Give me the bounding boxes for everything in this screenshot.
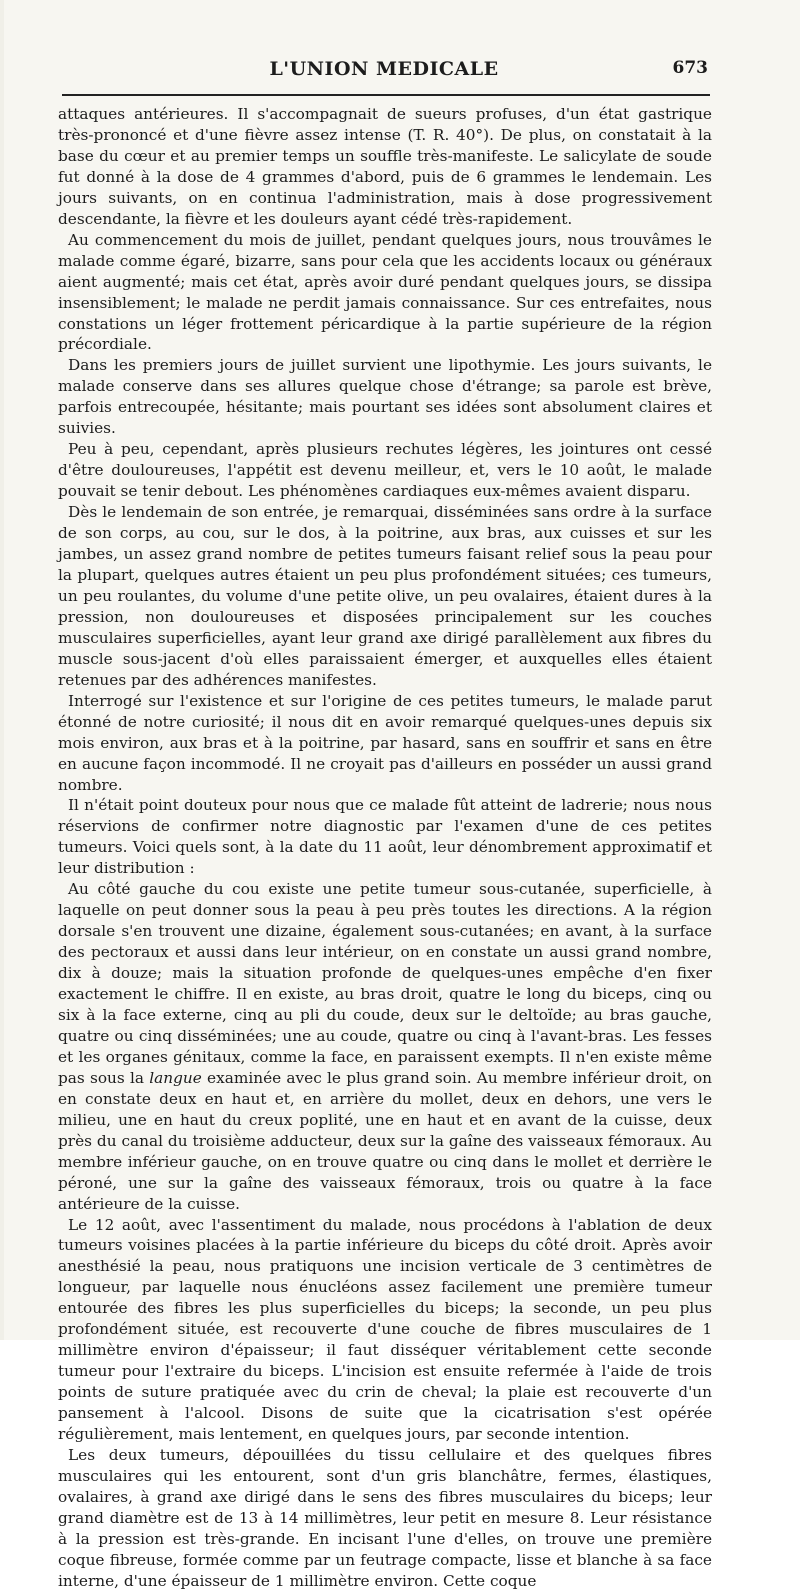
page-header	[60, 58, 708, 84]
paragraph: Peu à peu, cependant, après plusieurs rechutes légères, les jointures ont cessé d'être douloureuses, l'appétit est devenu meilleur, et, vers le 10 août, le malade pouvait se tenir debout. Les phénomènes cardiaques eux-mêmes avaient disparu.	[58, 440, 712, 501]
italic-word: langue	[149, 1068, 202, 1087]
paragraph: attaques antérieures. Il s'accompagnait de sueurs profuses, d'un état gastrique très-prononcé et d'une fièvre assez intense (T. R. 40°). De plus, on constatait à la base du cœur et au premier temps un souffle très-manifeste. Le salicylate de soude fut donné à la dose de 4 grammes d'abord, puis de 6 grammes le lendemain. Les jours suivants, on en continua l'administration, mais à dose progressivement descendante, la fièvre et les douleurs ayant cédé très-rapidement.	[58, 105, 712, 228]
paragraph: Dans les premiers jours de juillet survient une lipothymie. Les jours suivants, le malade conserve dans ses allures quelque chose d'étrange; sa parole est brève, parfois entrecoupée, hésitante; mais pourtant ses idées sont absolument claires et suivies.	[58, 356, 712, 438]
paragraph: Il n'était point douteux pour nous que ce malade fût atteint de ladrerie; nous nous réservions de confirmer notre diagnostic par l'examen d'une de ces petites tumeurs. Voici quels sont, à la date du 11 août, leur dénombrement approximatif et leur distribution :	[58, 796, 712, 878]
page-number: 673	[672, 58, 708, 78]
running-title: L'UNION MEDICALE	[269, 58, 499, 80]
paragraph: Au commencement du mois de juillet, pendant quelques jours, nous trouvâmes le malade comme égaré, bizarre, sans pour cela que les accidents locaux ou généraux aient augmenté; mais cet état, après avoir duré pendant quelques jours, se dissipa insensiblement; le malade ne perdit jamais connaissance. Sur ces entrefaites, nous constations un léger frottement péricardique à la partie supérieure de la région précordiale.	[58, 230, 712, 354]
paragraph: Interrogé sur l'existence et sur l'origine de ces petites tumeurs, le malade parut étonné de notre curiosité; il nous dit en avoir remarqué quelques-unes depuis six mois environ, aux bras et à la poitrine, par hasard, sans en souffrir et sans en être en aucune façon incommodé. Il ne croyait pas d'ailleurs en posséder un aussi grand nombre.	[58, 691, 712, 794]
body-text	[58, 104, 712, 1592]
paragraph: Le 12 août, avec l'assentiment du malade, nous procédons à l'ablation de deux tumeurs voisines placées à la partie inférieure du biceps du côté droit. Après avoir anesthésié la peau, nous pratiquons une incision verticale de 3 centimètres de longueur, par laquelle nous énucléons assez facilement une première tumeur entourée des fibres les plus superficielles du biceps; la seconde, un peu plus profondément située, est recouverte d'une couche de fibres musculaires de 1 millimètre environ d'épaisseur; il faut disséquer véritablement cette seconde tumeur pour l'extraire du biceps. L'incision est ensuite refermée à l'aide de trois points de suture pratiquée avec du crin de cheval; la plaie est recouverte d'un pansement à l'alcool. Disons de suite que la cicatrisation s'est opérée régulièrement, mais lentement, en quelques jours, par seconde intention.	[58, 1215, 712, 1444]
header-rule	[62, 94, 710, 96]
paragraph: Dès le lendemain de son entrée, je remarquai, disséminées sans ordre à la surface de son corps, au cou, sur le dos, à la poitrine, aux bras, aux cuisses et sur les jambes, un assez grand nombre de petites tumeurs faisant relief sous la peau pour la plupart, quelques autres étaient un peu plus profondément situées; ces tumeurs, un peu roulantes, du volume d'une petite olive, un peu ovalaires, étaient dures à la pression, non douloureuses et disposées principalement sur les couches musculaires superficielles, ayant leur grand axe dirigé parallèlement aux fibres du muscle sous-jacent d'où elles paraissaient émerger, et auxquelles elles étaient retenues par des adhérences manifestes.	[58, 503, 712, 689]
paragraph	[58, 879, 712, 1214]
paragraph-text: Au côté gauche du cou existe une petite tumeur sous-cutanée, superficielle, à laquelle on peut donner sous la peau à peu près toutes les directions. A la région dorsale s'en trouvent une dizaine, également sous-cutanées; en avant, à la surface des pectoraux et aussi dans leur intérieur, on en constate un aussi grand nombre, dix à douze; mais la situation profonde de quelques-unes empêche d'en fixer exactement le chiffre. Il en existe, au bras droit, quatre le long du biceps, cinq ou six à la face externe, cinq au pli du coude, deux sur le deltoïde; au bras gauche, quatre ou cinq disséminées; une au coude, quatre ou cinq à l'avant-bras. Les fesses et les organes génitaux, comme la face, en paraissent exempts. Il n'en existe même pas sous la	[58, 880, 712, 1087]
paragraph-text: examinée avec le plus grand soin. Au membre inférieur droit, on en constate deux en haut et, en arrière du mollet, deux en dehors, une vers le milieu, une en haut du creux poplité, une en haut et en avant de la cuisse, deux près du canal du troisième adducteur, deux sur la gaîne des vaisseaux fémoraux. Au membre inférieur gauche, on en trouve quatre ou cinq dans le mollet et derrière le péroné, une sur la gaîne des vaisseaux fémoraux, trois ou quatre à la face antérieure de la cuisse.	[58, 1068, 713, 1213]
paragraph: Les deux tumeurs, dépouillées du tissu cellulaire et des quelques fibres musculaires qui les entourent, sont d'un gris blanchâtre, fermes, élastiques, ovalaires, à grand axe dirigé dans le sens des fibres musculaires du biceps; leur grand diamètre est de 13 à 14 millimètres, leur petit en mesure 8. Leur résistance à la pression est très-grande. En incisant l'une d'elles, on trouve une première coque fibreuse, formée comme par un feutrage compacte, lisse et blanche à sa face interne, d'une épaisseur de 1 millimètre environ. Cette coque	[58, 1446, 712, 1590]
